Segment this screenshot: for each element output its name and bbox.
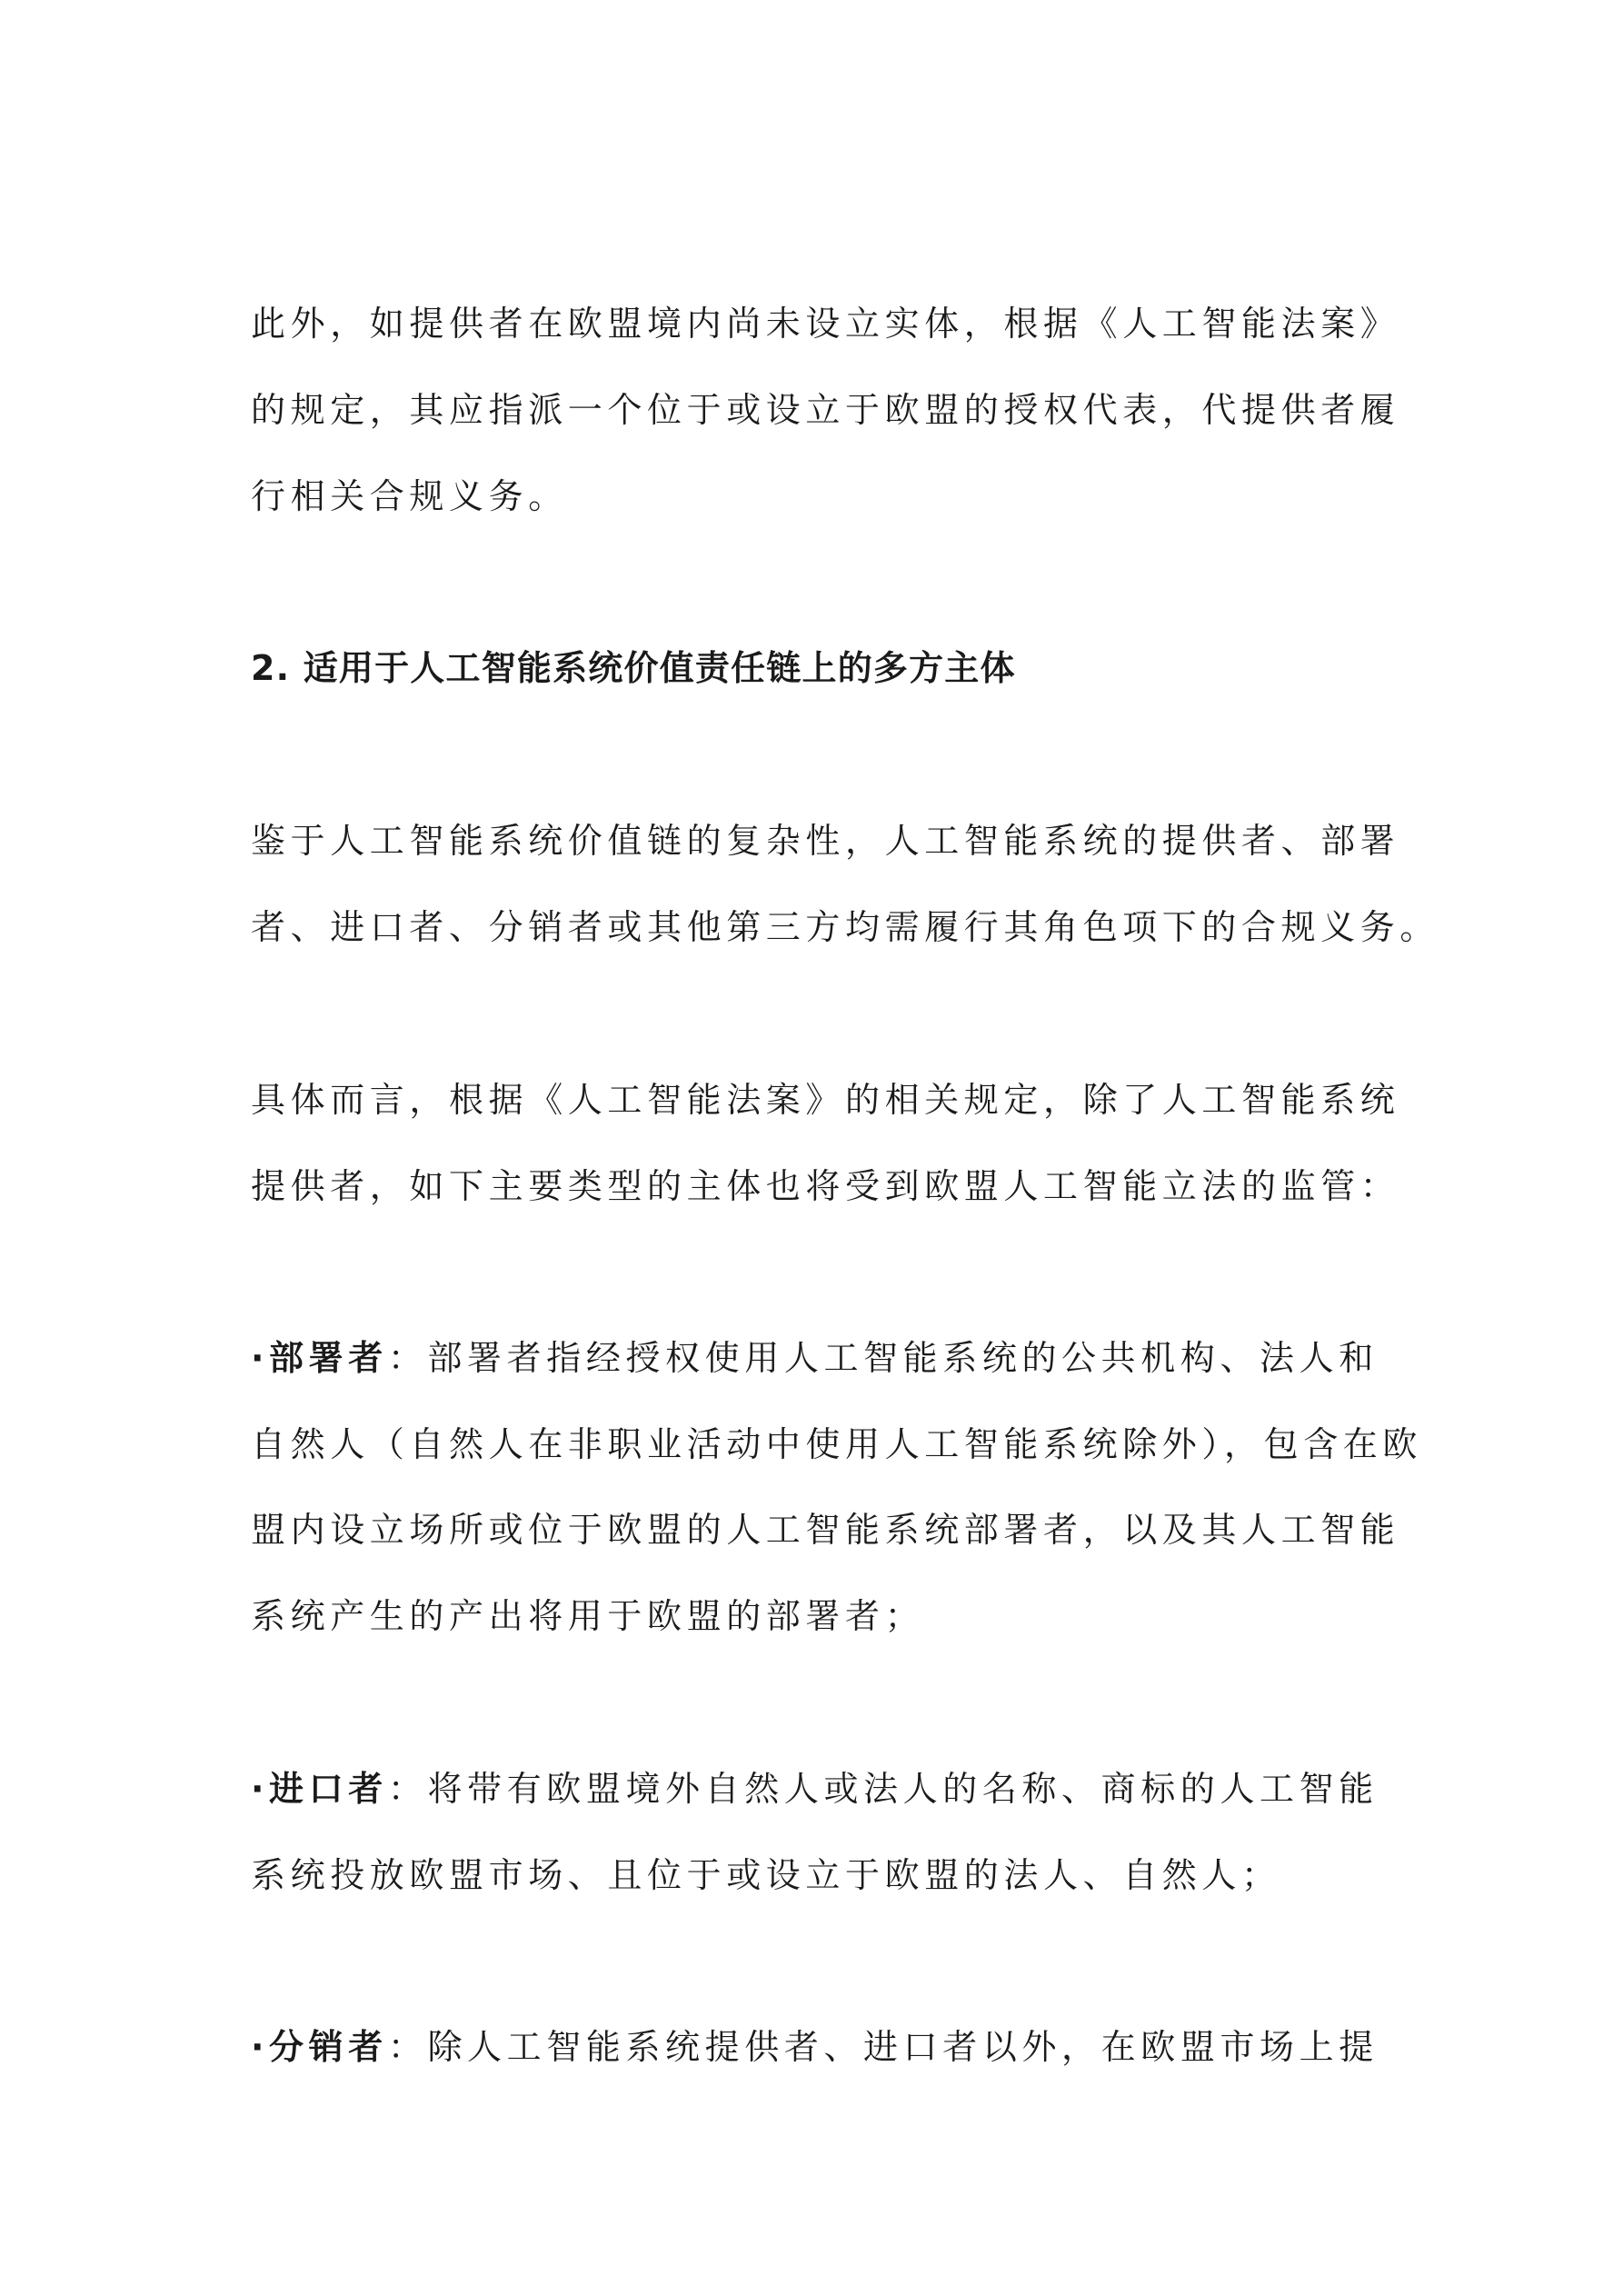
bullet-deployer-label: ·部署者 [251, 1338, 388, 1378]
paragraph-3-line-1: 具体而言，根据《人工智能法案》的相关规定，除了人工智能系统 [251, 1080, 1400, 1120]
bullet-distributor-text: ：除人工智能系统提供者、进口者以外，在欧盟市场上提 [387, 2027, 1379, 2067]
paragraph-3-line-2: 提供者，如下主要类型的主体也将受到欧盟人工智能立法的监管： [251, 1166, 1400, 1206]
paragraph-1-line-2: 的规定，其应指派一个位于或设立于欧盟的授权代表，代提供者履 [251, 390, 1400, 430]
section-heading: 2. 适用于人工智能系统价值责任链上的多方主体 [251, 648, 1016, 688]
bullet-deployer-line-3: 盟内设立场所或位于欧盟的人工智能系统部署者，以及其人工智能 [251, 1510, 1400, 1550]
bullet-importer-line-1 [251, 1768, 1379, 1810]
bullet-distributor-label: ·分销者 [251, 2027, 388, 2067]
bullet-importer-line-2: 系统投放欧盟市场、且位于或设立于欧盟的法人、自然人； [251, 1855, 1281, 1895]
paragraph-1-line-3: 行相关合规义务。 [251, 476, 568, 516]
bullet-importer-text: ：将带有欧盟境外自然人或法人的名称、商标的人工智能 [387, 1769, 1379, 1809]
paragraph-2-line-2: 者、进口者、分销者或其他第三方均需履行其角色项下的合规义务。 [251, 907, 1440, 947]
bullet-deployer-line-1 [251, 1337, 1379, 1379]
bullet-deployer-line-2: 自然人（自然人在非职业活动中使用人工智能系统除外），包含在欧 [251, 1424, 1423, 1464]
bullet-importer-label: ·进口者 [251, 1769, 388, 1809]
paragraph-2-line-1: 鉴于人工智能系统价值链的复杂性，人工智能系统的提供者、部署 [251, 821, 1400, 861]
bullet-distributor-line-1 [251, 2026, 1379, 2068]
bullet-deployer-line-4: 系统产生的产出将用于欧盟的部署者； [251, 1596, 925, 1636]
bullet-deployer-text: ：部署者指经授权使用人工智能系统的公共机构、法人和 [387, 1338, 1379, 1378]
paragraph-1-line-1: 此外，如提供者在欧盟境内尚未设立实体，根据《人工智能法案》 [251, 304, 1400, 344]
